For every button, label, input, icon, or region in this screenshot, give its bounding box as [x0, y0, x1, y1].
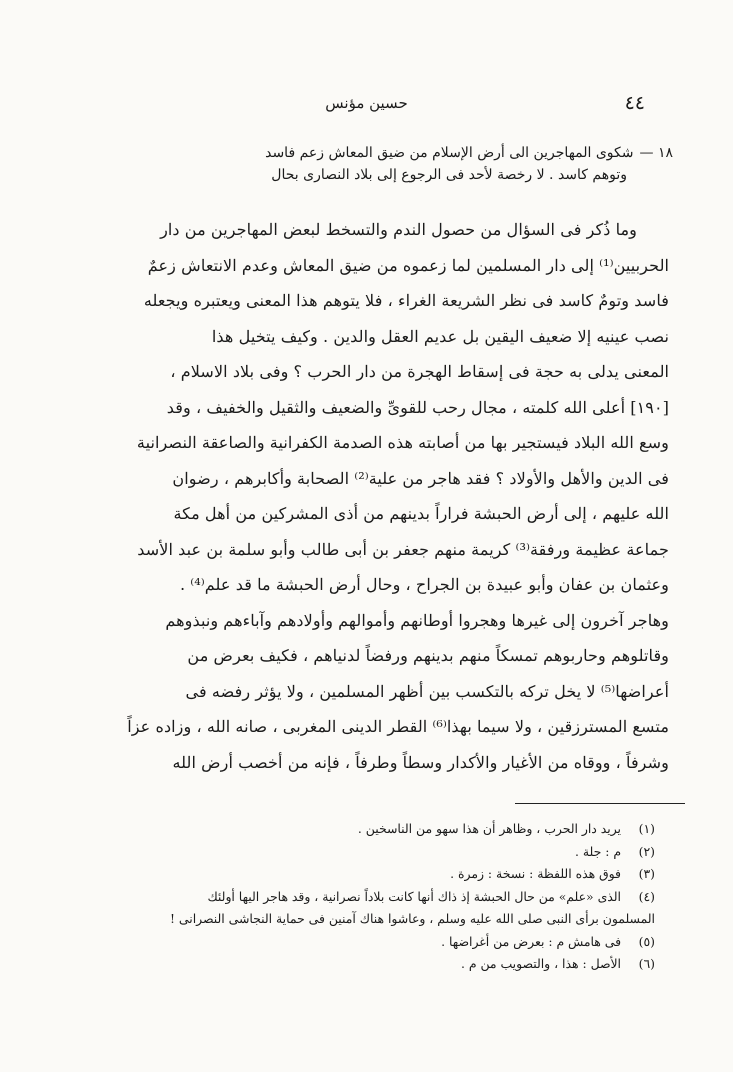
body-line: وشرفاً ، ووقاه من الأغيار والأكدار وسطاً وطرفاً ، فإنه من أخصب أرض الله	[172, 752, 669, 772]
footnote-5	[80, 931, 655, 954]
footnote-mark: (٢)	[638, 843, 655, 859]
section-heading-line-1	[80, 142, 673, 164]
footnote-text: الأصل : هذا ، والتصويب من م .	[460, 956, 621, 971]
body-line: وما ذُكر فى السؤال من حصول الندم والتسخط لبعض المهاجرين من دار	[160, 220, 637, 239]
section-number: ١٨ —	[639, 145, 673, 161]
body-line: المعنى يدلى به حجة فى إسقاط الهجرة من دار الحرب ؟ وفى بلاد الاسلام ،	[170, 362, 669, 381]
body-line: وعثمان بن عفان وأبو عبيدة بن الجراح ، وحال أرض الحبشة ما قد علم⁽⁴⁾ .	[180, 575, 669, 594]
body-line: الله عليهم ، إلى أرض الحبشة فراراً بدينهم من أذى المشركين من أهل مكة	[173, 504, 669, 523]
body-line: أعراضها⁽⁵⁾ لا يخل تركه بالتكسب بين أظهر المسلمين ، ولا يؤثر رفضه فى	[185, 681, 669, 701]
footnote-6	[80, 953, 655, 976]
footnote-1	[80, 818, 655, 841]
footnote-text: المسلمون برأى النبى صلى الله عليه وسلم ، وعاشوا هناك آمنين فى حماية النجاشى النصرانى !	[170, 911, 655, 926]
page-number: ٤٤	[624, 92, 645, 114]
section-heading	[80, 142, 673, 186]
footnote-mark: (٥)	[638, 933, 655, 949]
footnote-text: يريد دار الحرب ، وظاهر أن هذا سهو من الناسخين .	[357, 821, 621, 836]
body-line: وقاتلوهم وحاربوهم تمسكاً منهم بدينهم ورفضاً لدنياهم ، فكيف بعرض من	[187, 646, 669, 665]
section-heading-line-2	[80, 164, 673, 186]
footnote-4	[80, 886, 655, 909]
footnote-mark: (٣)	[638, 866, 655, 881]
footnote-3	[80, 863, 655, 886]
footnotes	[80, 818, 655, 976]
section-title-line-1: شكوى المهاجرين الى أرض الإسلام من ضيق المعاش زعم فاسد	[265, 145, 634, 161]
footnote-text: فوق هذه اللفظة : نسخة : زمرة .	[450, 866, 621, 881]
body-line: فى الدين والأهل والأولاد ؟ فقد هاجر من علية⁽²⁾ الصحابة وأكابرهم ، رضوان	[172, 468, 669, 488]
page-header	[60, 92, 673, 122]
section-title-line-2: وتوهم كاسد . لا رخصة لأحد فى الرجوع إلى بلاد النصارى بحال	[271, 167, 627, 183]
body-text	[72, 212, 669, 780]
body-line: فاسد وتومٌ كاسد فى نظر الشريعة الغراء ، فلا يتوهم هذا المعنى ويعتبره ويجعله	[143, 291, 669, 310]
footnote-mark: (٦)	[638, 956, 655, 971]
body-line: نصب عينيه إلا ضعيف اليقين بل عديم العقل والدين . وكيف يتخيل هذا	[211, 326, 669, 346]
footnote-text: الذى «علم» من حال الحبشة إذ ذاك أنها كانت بلاداً نصرانية ، وقد هاجر اليها أولئك	[207, 888, 621, 904]
body-line: وسع الله البلاد فيستجير بها من أصابته هذه الصدمة الكفرانية والصاعقة النصرانية	[136, 433, 669, 452]
body-line: متسع المسترزقين ، ولا سيما بهذا⁽⁶⁾ القطر الدينى المغربى ، صانه الله ، وزاده عزاً	[127, 717, 669, 736]
footnote-text: فى هامش م : بعرض من أغراضها .	[441, 933, 621, 949]
footnote-text: م : جلة .	[574, 843, 621, 859]
footnote-4-continued	[80, 908, 655, 931]
footnote-2	[80, 841, 655, 864]
body-line: وهاجر آخرون إلى غيرها وهجروا أوطانهم وأموالهم وأولادهم وآباءهم ونبذوهم	[165, 610, 669, 630]
body-line: جماعة عظيمة ورفقة⁽³⁾ كريمة منهم جعفر بن أبى طالب وأبو سلمة بن عبد الأسد	[137, 539, 669, 559]
body-line: [١٩٠] أعلى الله كلمته ، مجال رحب للقوىِّ والضعيف والثقيل والخفيف ، وقد	[166, 397, 669, 417]
running-head: حسين مؤنس	[325, 94, 408, 112]
footnote-divider	[515, 803, 685, 804]
footnote-mark: (٤)	[638, 888, 655, 904]
body-line: الحربيين⁽¹⁾ إلى دار المسلمين لما زعموه من ضيق المعاش وعدم الانتعاش زعمٌ	[147, 255, 669, 275]
footnote-mark: (١)	[638, 821, 655, 836]
